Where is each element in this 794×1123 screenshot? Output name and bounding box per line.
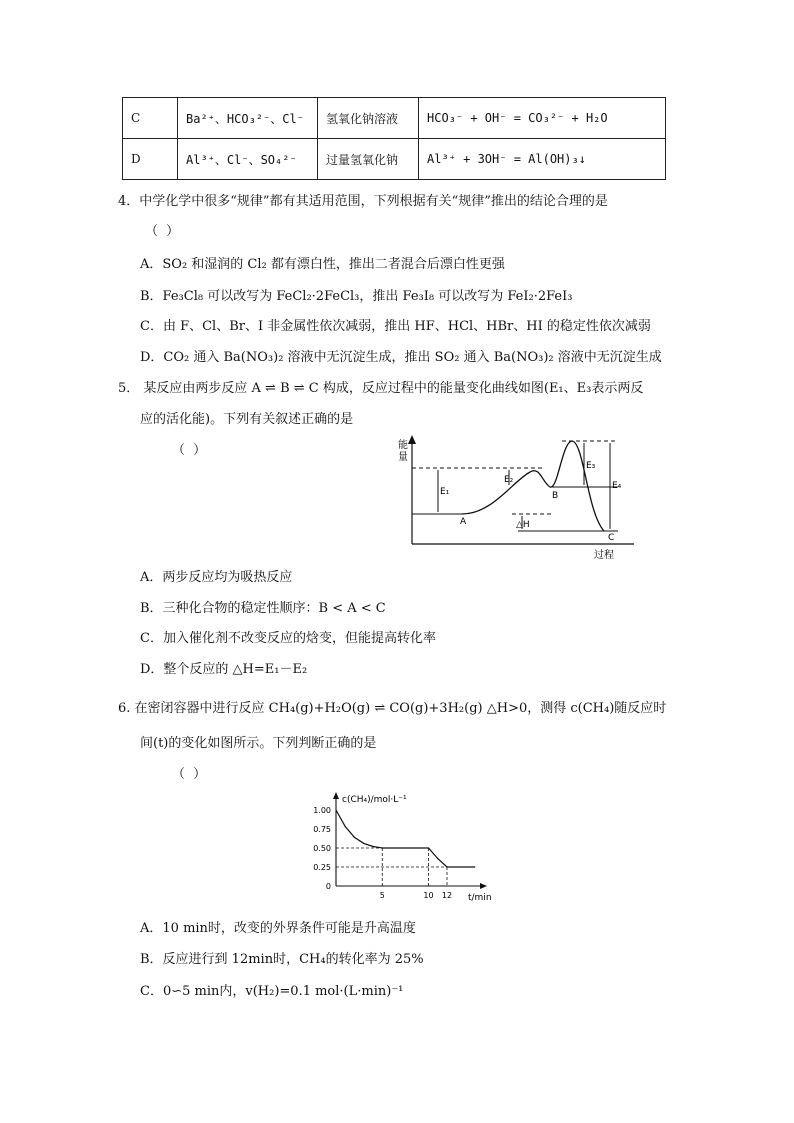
q5-stem-line1: 5． 某反应由两步反应 A ⇌ B ⇌ C 构成，反应过程中的能量变化曲线如图(E₁、E₃表示两反 bbox=[118, 381, 644, 396]
q4-option-c: C．由 F、Cl、Br、I 非金属性依次减弱，推出 HF、HCl、HBr、HI 的稳定性依次减弱 bbox=[140, 319, 651, 334]
data-point bbox=[437, 858, 438, 859]
q4-stem: 4．中学化学中很多“规律”都有其适用范围，下列根据有关“规律”推出的结论合理的是 bbox=[118, 194, 608, 209]
data-point bbox=[428, 847, 429, 848]
q4-option-b: B．Fe₃Cl₈ 可以改写为 FeCl₂·2FeCl₃，推出 Fe₃I₈ 可以改写为 FeI₂·2FeI₃ bbox=[140, 289, 573, 304]
xlabel: 过程 bbox=[594, 550, 614, 561]
reagent-cell: 氢氧化钠溶液 bbox=[318, 98, 419, 139]
q4-answer-paren: （ ） bbox=[145, 224, 182, 239]
data-point bbox=[372, 846, 373, 847]
row-id: C bbox=[123, 98, 178, 139]
concentration-chart bbox=[296, 790, 496, 908]
y-tick-label: 1.00 bbox=[313, 806, 331, 815]
answer-table bbox=[122, 97, 666, 180]
q5-option-a: A．两步反应均为吸热反应 bbox=[140, 570, 293, 585]
data-point bbox=[345, 826, 346, 827]
q6-option-b: B．反应进行到 12min时，CH₄的转化率为 25% bbox=[140, 952, 424, 967]
ions-cell: Al³⁺、Cl⁻、SO₄²⁻ bbox=[178, 139, 318, 180]
x-axis-label: t/min bbox=[468, 893, 492, 903]
y-axis-label: c(CH₄)/mol·L⁻¹ bbox=[342, 795, 407, 805]
data-point bbox=[335, 809, 336, 810]
label-a: A bbox=[460, 517, 467, 527]
equation-cell: Al³⁺ + 3OH⁻ = Al(OH)₃↓ bbox=[419, 139, 666, 180]
data-point bbox=[382, 847, 383, 848]
label-e1: E₁ bbox=[440, 487, 450, 497]
y-tick-label: 0.25 bbox=[313, 863, 331, 872]
reagent-cell: 过量氢氧化钠 bbox=[318, 139, 419, 180]
table-row bbox=[123, 98, 666, 139]
ylabel-2: 量 bbox=[398, 452, 408, 463]
y-tick-label: 0.50 bbox=[313, 844, 331, 853]
label-e4: E₄ bbox=[612, 481, 622, 491]
y-axis-arrow bbox=[333, 792, 339, 799]
q4-option-d: D．CO₂ 通入 Ba(NO₃)₂ 溶液中无沉淀生成，推出 SO₂ 通入 Ba(NO₃)₂ 溶液中无沉淀生成 bbox=[140, 350, 662, 365]
q6-stem-line2: 间(t)的变化如图所示。下列判断正确的是 bbox=[140, 736, 377, 751]
table-row bbox=[123, 139, 666, 180]
q5-option-c: C．加入催化剂不改变反应的焓变，但能提高转化率 bbox=[140, 631, 436, 646]
x-axis-arrow bbox=[480, 883, 487, 889]
q6-answer-paren: （ ） bbox=[172, 767, 209, 782]
label-e2: E₂ bbox=[504, 475, 514, 485]
series-line bbox=[336, 810, 475, 867]
q5-option-b: B．三种化合物的稳定性顺序：B < A < C bbox=[140, 601, 386, 616]
label-b: B bbox=[552, 491, 559, 501]
q5-stem-line2: 应的活化能)。下列有关叙述正确的是 bbox=[140, 412, 354, 427]
x-tick-label: 10 bbox=[423, 891, 434, 900]
row-id: D bbox=[123, 139, 178, 180]
energy-curve bbox=[462, 441, 604, 531]
data-point bbox=[446, 866, 447, 867]
q5-option-d: D．整个反应的 △H=E₁－E₂ bbox=[140, 662, 308, 677]
q4-option-a: A．SO₂ 和湿润的 Cl₂ 都有漂白性，推出二者混合后漂白性更强 bbox=[140, 257, 505, 272]
data-point bbox=[363, 843, 364, 844]
label-c: C bbox=[608, 533, 615, 543]
q5-answer-paren: （ ） bbox=[172, 443, 209, 458]
x-tick-label: 5 bbox=[379, 891, 385, 900]
q6-option-c: C．0∽5 min内，v(H₂)=0.1 mol·(L·min)⁻¹ bbox=[140, 984, 404, 999]
ions-cell: Ba²⁺、HCO₃²⁻、Cl⁻ bbox=[178, 98, 318, 139]
y-axis-arrow bbox=[408, 435, 416, 444]
q6-option-a: A．10 min时，改变的外界条件可能是升高温度 bbox=[140, 921, 416, 936]
y-tick-label: 0 bbox=[325, 882, 331, 891]
y-tick-label: 0.75 bbox=[313, 825, 331, 834]
q6-stem-line1: 6. 在密闭容器中进行反应 CH₄(g)+H₂O(g) ⇌ CO(g)+3H₂(g) △H>0，测得 c(CH₄)随反应时 bbox=[118, 701, 667, 716]
label-e3: E₃ bbox=[586, 461, 596, 471]
x-tick-label: 12 bbox=[441, 891, 453, 900]
ylabel-1: 能 bbox=[398, 440, 408, 451]
data-point bbox=[474, 866, 475, 867]
data-point bbox=[354, 837, 355, 838]
energy-diagram bbox=[372, 432, 642, 562]
equation-cell: HCO₃⁻ + OH⁻ = CO₃²⁻ + H₂O bbox=[419, 98, 666, 139]
label-dh: △H bbox=[516, 520, 530, 530]
